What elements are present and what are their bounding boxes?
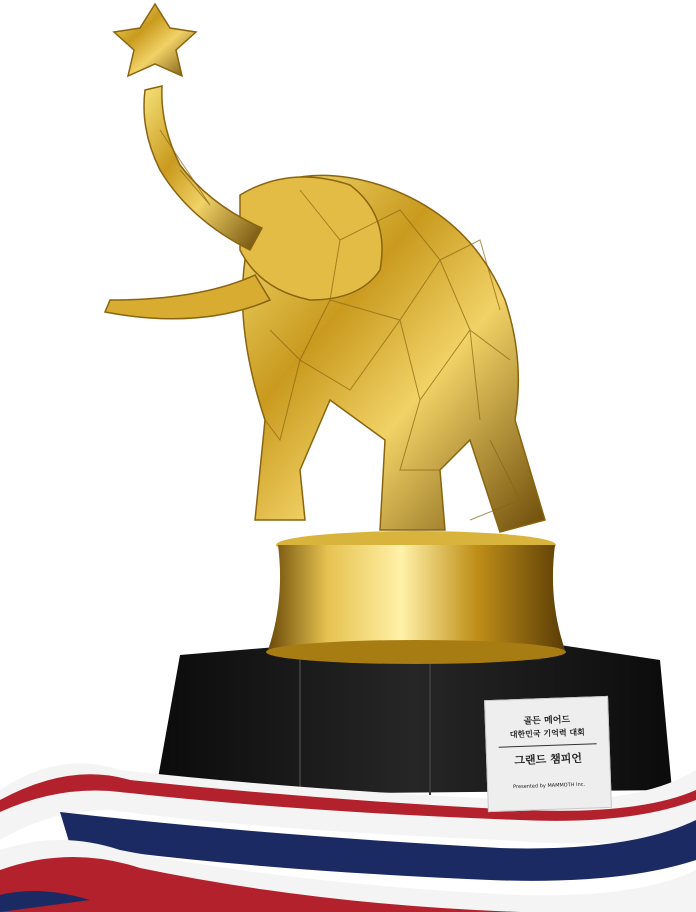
plaque-divider bbox=[499, 743, 597, 747]
plaque-line-1: 골든 메어드 bbox=[523, 715, 571, 727]
gold-base bbox=[266, 531, 566, 664]
plaque-title: 그랜드 챔피언 bbox=[514, 751, 583, 768]
golden-elephant-figure bbox=[105, 4, 545, 532]
trophy-plaque bbox=[484, 696, 612, 812]
plaque-line-2: 대한민국 기억력 대회 bbox=[509, 727, 585, 740]
plaque-presented-by: Presented by MAMMOTH Inc. bbox=[513, 781, 586, 791]
